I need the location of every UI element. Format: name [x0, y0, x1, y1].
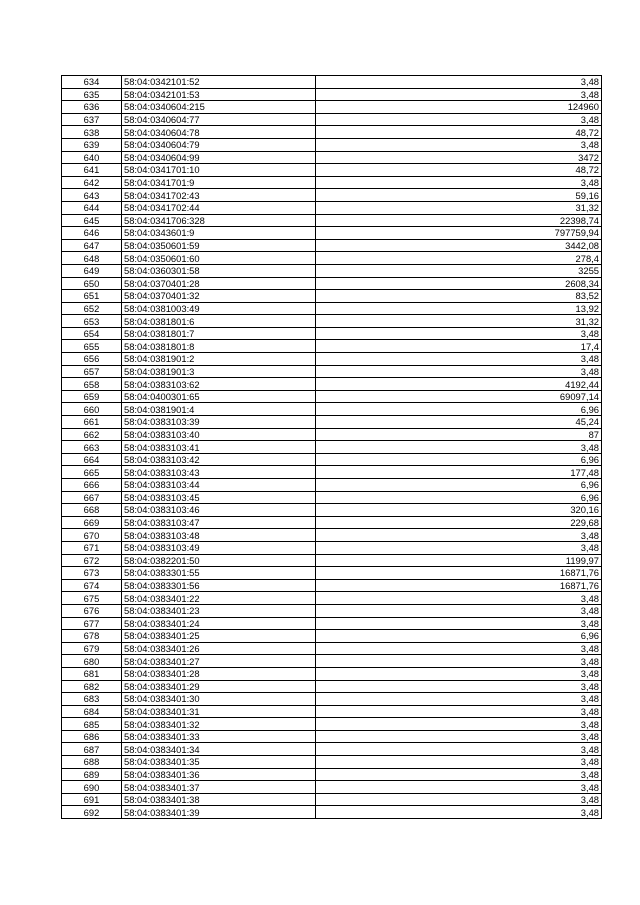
row-number-cell: 663 — [62, 441, 122, 454]
table-row — [62, 567, 602, 580]
value-cell: 45,24 — [316, 416, 602, 429]
row-number-cell: 665 — [62, 466, 122, 479]
table-row — [62, 730, 602, 743]
table-row — [62, 390, 602, 403]
cadastral-number-cell: 58:04:0350601:59 — [122, 239, 316, 252]
value-cell: 6,96 — [316, 491, 602, 504]
cadastral-values-table — [61, 75, 602, 819]
table-row — [62, 453, 602, 466]
row-number-cell: 638 — [62, 126, 122, 139]
table-row — [62, 164, 602, 177]
value-cell: 6,96 — [316, 630, 602, 643]
table-row — [62, 113, 602, 126]
table-row — [62, 579, 602, 592]
value-cell: 3,48 — [316, 718, 602, 731]
value-cell: 17,4 — [316, 340, 602, 353]
value-cell: 3,48 — [316, 604, 602, 617]
value-cell: 3,48 — [316, 617, 602, 630]
cadastral-number-cell: 58:04:0340604:99 — [122, 151, 316, 164]
cadastral-number-cell: 58:04:0340604:77 — [122, 113, 316, 126]
cadastral-number-cell: 58:04:0383401:27 — [122, 655, 316, 668]
row-number-cell: 635 — [62, 88, 122, 101]
table-row — [62, 315, 602, 328]
table-row — [62, 693, 602, 706]
row-number-cell: 641 — [62, 164, 122, 177]
value-cell: 2608,34 — [316, 277, 602, 290]
cadastral-number-cell: 58:04:0383103:40 — [122, 428, 316, 441]
value-cell: 3,48 — [316, 176, 602, 189]
table-row — [62, 138, 602, 151]
value-cell: 3,48 — [316, 592, 602, 605]
value-cell: 3255 — [316, 264, 602, 277]
cadastral-number-cell: 58:04:0383103:49 — [122, 541, 316, 554]
row-number-cell: 655 — [62, 340, 122, 353]
value-cell: 3,48 — [316, 113, 602, 126]
cadastral-number-cell: 58:04:0383401:36 — [122, 768, 316, 781]
row-number-cell: 654 — [62, 327, 122, 340]
cadastral-number-cell: 58:04:0383401:28 — [122, 667, 316, 680]
cadastral-number-cell: 58:04:0383401:26 — [122, 642, 316, 655]
row-number-cell: 674 — [62, 579, 122, 592]
table-row — [62, 680, 602, 693]
cadastral-number-cell: 58:04:0381003:49 — [122, 302, 316, 315]
cadastral-number-cell: 58:04:0383401:25 — [122, 630, 316, 643]
row-number-cell: 680 — [62, 655, 122, 668]
cadastral-number-cell: 58:04:0340604:79 — [122, 138, 316, 151]
value-cell: 83,52 — [316, 290, 602, 303]
cadastral-number-cell: 58:04:0383103:39 — [122, 416, 316, 429]
row-number-cell: 683 — [62, 693, 122, 706]
row-number-cell: 690 — [62, 781, 122, 794]
value-cell: 124960 — [316, 101, 602, 114]
row-number-cell: 651 — [62, 290, 122, 303]
cadastral-number-cell: 58:04:0383401:31 — [122, 705, 316, 718]
row-number-cell: 688 — [62, 756, 122, 769]
value-cell: 13,92 — [316, 302, 602, 315]
table-row — [62, 151, 602, 164]
table-row — [62, 592, 602, 605]
cadastral-number-cell: 58:04:0383401:29 — [122, 680, 316, 693]
value-cell: 3,48 — [316, 667, 602, 680]
row-number-cell: 645 — [62, 214, 122, 227]
row-number-cell: 666 — [62, 479, 122, 492]
value-cell: 6,96 — [316, 453, 602, 466]
row-number-cell: 691 — [62, 793, 122, 806]
row-number-cell: 662 — [62, 428, 122, 441]
row-number-cell: 646 — [62, 227, 122, 240]
row-number-cell: 687 — [62, 743, 122, 756]
table-row — [62, 189, 602, 202]
cadastral-number-cell: 58:04:0341702:44 — [122, 201, 316, 214]
row-number-cell: 647 — [62, 239, 122, 252]
value-cell: 3,48 — [316, 756, 602, 769]
cadastral-number-cell: 58:04:0381901:4 — [122, 403, 316, 416]
value-cell: 3,48 — [316, 327, 602, 340]
table-row — [62, 516, 602, 529]
row-number-cell: 678 — [62, 630, 122, 643]
table-row — [62, 101, 602, 114]
row-number-cell: 675 — [62, 592, 122, 605]
table-row — [62, 781, 602, 794]
table-row — [62, 88, 602, 101]
value-cell: 3,48 — [316, 88, 602, 101]
table-row — [62, 655, 602, 668]
table-row — [62, 793, 602, 806]
cadastral-number-cell: 58:04:0383103:43 — [122, 466, 316, 479]
row-number-cell: 659 — [62, 390, 122, 403]
value-cell: 3,48 — [316, 541, 602, 554]
table-row — [62, 428, 602, 441]
value-cell: 87 — [316, 428, 602, 441]
cadastral-number-cell: 58:04:0360301:58 — [122, 264, 316, 277]
cadastral-number-cell: 58:04:0383401:32 — [122, 718, 316, 731]
table-row — [62, 617, 602, 630]
cadastral-number-cell: 58:04:0383301:56 — [122, 579, 316, 592]
cadastral-number-cell: 58:04:0341701:10 — [122, 164, 316, 177]
cadastral-number-cell: 58:04:0383401:34 — [122, 743, 316, 756]
table-row — [62, 201, 602, 214]
table-row — [62, 264, 602, 277]
cadastral-number-cell: 58:04:0381801:6 — [122, 315, 316, 328]
value-cell: 3,48 — [316, 353, 602, 366]
cadastral-number-cell: 58:04:0350601:60 — [122, 252, 316, 265]
row-number-cell: 643 — [62, 189, 122, 202]
row-number-cell: 682 — [62, 680, 122, 693]
table-row — [62, 126, 602, 139]
cadastral-number-cell: 58:04:0341701:9 — [122, 176, 316, 189]
table-row — [62, 227, 602, 240]
value-cell: 3,48 — [316, 680, 602, 693]
table-row — [62, 768, 602, 781]
table-row — [62, 630, 602, 643]
cadastral-number-cell: 58:04:0343601:9 — [122, 227, 316, 240]
cadastral-number-cell: 58:04:0383103:47 — [122, 516, 316, 529]
row-number-cell: 661 — [62, 416, 122, 429]
table-row — [62, 353, 602, 366]
cadastral-number-cell: 58:04:0383401:35 — [122, 756, 316, 769]
table-body — [62, 76, 602, 819]
cadastral-number-cell: 58:04:0340604:78 — [122, 126, 316, 139]
value-cell: 320,16 — [316, 504, 602, 517]
value-cell: 3,48 — [316, 441, 602, 454]
cadastral-number-cell: 58:04:0383401:33 — [122, 730, 316, 743]
table-row — [62, 504, 602, 517]
row-number-cell: 660 — [62, 403, 122, 416]
table-row — [62, 239, 602, 252]
value-cell: 31,32 — [316, 315, 602, 328]
value-cell: 16871,76 — [316, 567, 602, 580]
value-cell: 3,48 — [316, 768, 602, 781]
row-number-cell: 658 — [62, 378, 122, 391]
value-cell: 3,48 — [316, 793, 602, 806]
value-cell: 3,48 — [316, 693, 602, 706]
cadastral-number-cell: 58:04:0382201:50 — [122, 554, 316, 567]
table-row — [62, 252, 602, 265]
cadastral-number-cell: 58:04:0340604:215 — [122, 101, 316, 114]
cadastral-number-cell: 58:04:0383401:23 — [122, 604, 316, 617]
value-cell: 59,16 — [316, 189, 602, 202]
row-number-cell: 634 — [62, 76, 122, 89]
value-cell: 797759,94 — [316, 227, 602, 240]
row-number-cell: 673 — [62, 567, 122, 580]
cadastral-number-cell: 58:04:0383401:39 — [122, 806, 316, 819]
row-number-cell: 664 — [62, 453, 122, 466]
table-row — [62, 327, 602, 340]
cadastral-number-cell: 58:04:0342101:53 — [122, 88, 316, 101]
value-cell: 3,48 — [316, 781, 602, 794]
value-cell: 3,48 — [316, 642, 602, 655]
table-row — [62, 416, 602, 429]
table-row — [62, 705, 602, 718]
table-row — [62, 667, 602, 680]
row-number-cell: 692 — [62, 806, 122, 819]
value-cell: 6,96 — [316, 403, 602, 416]
cadastral-number-cell: 58:04:0341702:43 — [122, 189, 316, 202]
row-number-cell: 668 — [62, 504, 122, 517]
row-number-cell: 636 — [62, 101, 122, 114]
cadastral-number-cell: 58:04:0381801:8 — [122, 340, 316, 353]
value-cell: 22398,74 — [316, 214, 602, 227]
row-number-cell: 657 — [62, 365, 122, 378]
value-cell: 3,48 — [316, 730, 602, 743]
cadastral-number-cell: 58:04:0383401:37 — [122, 781, 316, 794]
cadastral-number-cell: 58:04:0370401:28 — [122, 277, 316, 290]
cadastral-number-cell: 58:04:0400301:65 — [122, 390, 316, 403]
table-row — [62, 302, 602, 315]
table-row — [62, 441, 602, 454]
cadastral-number-cell: 58:04:0383401:24 — [122, 617, 316, 630]
value-cell: 3,48 — [316, 655, 602, 668]
value-cell: 3,48 — [316, 705, 602, 718]
cadastral-number-cell: 58:04:0383401:22 — [122, 592, 316, 605]
row-number-cell: 639 — [62, 138, 122, 151]
row-number-cell: 650 — [62, 277, 122, 290]
table-row — [62, 642, 602, 655]
cadastral-number-cell: 58:04:0383401:38 — [122, 793, 316, 806]
row-number-cell: 649 — [62, 264, 122, 277]
cadastral-number-cell: 58:04:0383103:44 — [122, 479, 316, 492]
cadastral-number-cell: 58:04:0381901:3 — [122, 365, 316, 378]
row-number-cell: 671 — [62, 541, 122, 554]
value-cell: 48,72 — [316, 126, 602, 139]
table-row — [62, 718, 602, 731]
cadastral-number-cell: 58:04:0383103:46 — [122, 504, 316, 517]
row-number-cell: 677 — [62, 617, 122, 630]
table-row — [62, 277, 602, 290]
value-cell: 3472 — [316, 151, 602, 164]
row-number-cell: 648 — [62, 252, 122, 265]
value-cell: 3,48 — [316, 806, 602, 819]
table-row — [62, 541, 602, 554]
row-number-cell: 656 — [62, 353, 122, 366]
value-cell: 4192,44 — [316, 378, 602, 391]
table-row — [62, 176, 602, 189]
row-number-cell: 679 — [62, 642, 122, 655]
table-row — [62, 378, 602, 391]
value-cell: 69097,14 — [316, 390, 602, 403]
table-row — [62, 340, 602, 353]
value-cell: 3,48 — [316, 529, 602, 542]
row-number-cell: 669 — [62, 516, 122, 529]
row-number-cell: 672 — [62, 554, 122, 567]
cadastral-number-cell: 58:04:0383401:30 — [122, 693, 316, 706]
cadastral-number-cell: 58:04:0342101:52 — [122, 76, 316, 89]
table-row — [62, 756, 602, 769]
row-number-cell: 686 — [62, 730, 122, 743]
value-cell: 3,48 — [316, 138, 602, 151]
value-cell: 16871,76 — [316, 579, 602, 592]
table-row — [62, 466, 602, 479]
table-row — [62, 403, 602, 416]
row-number-cell: 676 — [62, 604, 122, 617]
value-cell: 229,68 — [316, 516, 602, 529]
value-cell: 48,72 — [316, 164, 602, 177]
table-row — [62, 554, 602, 567]
table-row — [62, 76, 602, 89]
cadastral-number-cell: 58:04:0383103:45 — [122, 491, 316, 504]
row-number-cell: 681 — [62, 667, 122, 680]
value-cell: 177,48 — [316, 466, 602, 479]
table-row — [62, 479, 602, 492]
row-number-cell: 689 — [62, 768, 122, 781]
row-number-cell: 637 — [62, 113, 122, 126]
row-number-cell: 684 — [62, 705, 122, 718]
table-row — [62, 806, 602, 819]
table-row — [62, 290, 602, 303]
row-number-cell: 642 — [62, 176, 122, 189]
table-row — [62, 365, 602, 378]
cadastral-number-cell: 58:04:0381901:2 — [122, 353, 316, 366]
table-row — [62, 529, 602, 542]
cadastral-number-cell: 58:04:0370401:32 — [122, 290, 316, 303]
table-row — [62, 214, 602, 227]
row-number-cell: 652 — [62, 302, 122, 315]
table-row — [62, 604, 602, 617]
value-cell: 1199,97 — [316, 554, 602, 567]
cadastral-number-cell: 58:04:0383103:41 — [122, 441, 316, 454]
row-number-cell: 644 — [62, 201, 122, 214]
row-number-cell: 685 — [62, 718, 122, 731]
value-cell: 3,48 — [316, 365, 602, 378]
cadastral-number-cell: 58:04:0383103:42 — [122, 453, 316, 466]
row-number-cell: 653 — [62, 315, 122, 328]
cadastral-number-cell: 58:04:0381801:7 — [122, 327, 316, 340]
cadastral-number-cell: 58:04:0383103:48 — [122, 529, 316, 542]
row-number-cell: 670 — [62, 529, 122, 542]
cadastral-number-cell: 58:04:0341706:328 — [122, 214, 316, 227]
cadastral-number-cell: 58:04:0383103:62 — [122, 378, 316, 391]
row-number-cell: 640 — [62, 151, 122, 164]
value-cell: 278,4 — [316, 252, 602, 265]
value-cell: 3,48 — [316, 743, 602, 756]
value-cell: 3442,08 — [316, 239, 602, 252]
table-row — [62, 491, 602, 504]
table-row — [62, 743, 602, 756]
value-cell: 31,32 — [316, 201, 602, 214]
value-cell: 6,96 — [316, 479, 602, 492]
cadastral-number-cell: 58:04:0383301:55 — [122, 567, 316, 580]
value-cell: 3,48 — [316, 76, 602, 89]
row-number-cell: 667 — [62, 491, 122, 504]
